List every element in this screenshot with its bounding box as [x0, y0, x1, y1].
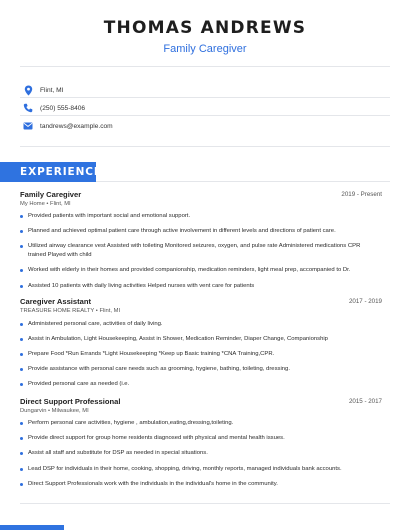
- location-text: Flint, MI: [40, 86, 64, 94]
- candidate-role: Family Caregiver: [163, 43, 247, 55]
- contact-email: [22, 120, 113, 132]
- experience-heading: EXPERIENCE: [0, 162, 96, 182]
- bullet-dot: [20, 338, 23, 341]
- bullet-dot: [20, 422, 23, 425]
- phone-text[interactable]: (250) 555-8406: [40, 104, 86, 112]
- job-bullet: [20, 434, 372, 443]
- header-divider: [20, 66, 390, 67]
- job-bullet: [20, 365, 372, 374]
- bullet-dot: [20, 437, 23, 440]
- resume-header: [0, 18, 410, 55]
- job-bullet: [20, 242, 372, 260]
- job-bullet: [20, 480, 372, 489]
- bullet-text: Provided patients with important social and emotional support.: [28, 213, 191, 219]
- section-divider: [96, 181, 390, 182]
- job-bullet: [20, 320, 372, 329]
- bullet-text: Provide assistance with personal care needs such as grooming, hygiene, bathing, toileting, dressing.: [28, 366, 290, 372]
- bullet-text: Utilized airway clearance vest Assisted with toileting Monitored seizures, oxygen, and pulse rate Administered medications CPR trained Played with child: [28, 243, 361, 258]
- bullet-text: Administered personal care, activities of daily living.: [28, 321, 163, 327]
- bullet-text: Direct Support Professionals work with the individuals in the individual's home in the community.: [28, 481, 278, 487]
- phone-icon: [22, 102, 34, 114]
- job-bullet: [20, 449, 372, 458]
- contact-location: [22, 84, 63, 96]
- candidate-name: THOMAS ANDREWS: [103, 18, 307, 38]
- job-employer: TREASURE HOME REALTY • Flint, MI: [20, 308, 121, 314]
- contact-divider: [20, 146, 390, 147]
- bullet-text: Worked with elderly in their homes and provided companionship, medication reminders, light meal prep, accompanied to Dr.: [28, 267, 351, 273]
- location-pin-icon: [22, 84, 34, 96]
- job-bullet: [20, 227, 372, 236]
- bullet-text: Assist all staff and substitute for DSP as needed in special situations.: [28, 450, 208, 456]
- bullet-dot: [20, 285, 23, 288]
- job-dates: 2015 - 2017: [348, 398, 382, 405]
- bullet-dot: [20, 353, 23, 356]
- bullet-dot: [20, 483, 23, 486]
- bullet-text: Prepare Food *Run Errands *Light Housekeeping *Keep up Basic training *CNA Training,CPR.: [28, 351, 275, 357]
- email-icon: [22, 120, 34, 132]
- job-bullet: [20, 212, 372, 221]
- contact-phone: [22, 102, 85, 114]
- bullet-dot: [20, 245, 23, 248]
- bullet-dot: [20, 383, 23, 386]
- bullet-text: Assisted 10 patients with daily living activities Helped nurses with vent care for patients: [28, 283, 255, 289]
- bullet-dot: [20, 468, 23, 471]
- next-section-bar: [0, 525, 64, 530]
- contact-divider: [20, 97, 390, 98]
- bullet-text: Provided personal care as needed (i.e.: [28, 381, 130, 387]
- contact-divider: [20, 115, 390, 116]
- bullet-text: Perform personal care activities, hygiene , ambulation,eating,dressing,toileting.: [28, 420, 234, 426]
- email-text[interactable]: tandrews@example.com: [40, 122, 113, 130]
- bullet-dot: [20, 230, 23, 233]
- job-title: Direct Support Professional: [20, 397, 121, 406]
- section-divider: [20, 503, 390, 504]
- bullet-dot: [20, 269, 23, 272]
- job-dates: 2019 - Present: [341, 191, 382, 198]
- bullet-dot: [20, 368, 23, 371]
- job-employer: Dungarvin • Milwaukee, MI: [20, 408, 89, 414]
- bullet-text: Provide direct support for group home residents diagnosed with physical and mental health issues.: [28, 435, 285, 441]
- bullet-text: Assist in Ambulation, Light Housekeeping, Assist in Shower, Medication Reminder, Diaper Change, Companionship: [28, 336, 328, 342]
- bullet-text: Planned and achieved optimal patient care through active involvement in different levels and directions of patient care.: [28, 228, 336, 234]
- bullet-dot: [20, 215, 23, 218]
- job-bullet: [20, 350, 372, 359]
- bullet-text: Lead DSP for individuals in their home, cooking, shopping, driving, monthly reports, managed individuals bank accounts.: [28, 466, 342, 472]
- job-bullet: [20, 465, 372, 474]
- job-dates: 2017 - 2019: [348, 298, 382, 305]
- job-title: Family Caregiver: [20, 190, 82, 199]
- job-bullet: [20, 335, 372, 344]
- job-bullet: [20, 380, 372, 389]
- job-bullet: [20, 266, 372, 275]
- bullet-dot: [20, 323, 23, 326]
- job-bullet: [20, 282, 372, 291]
- job-title: Caregiver Assistant: [20, 297, 92, 306]
- job-employer: My Home • Flint, MI: [20, 201, 71, 207]
- bullet-dot: [20, 452, 23, 455]
- job-bullet: [20, 419, 372, 428]
